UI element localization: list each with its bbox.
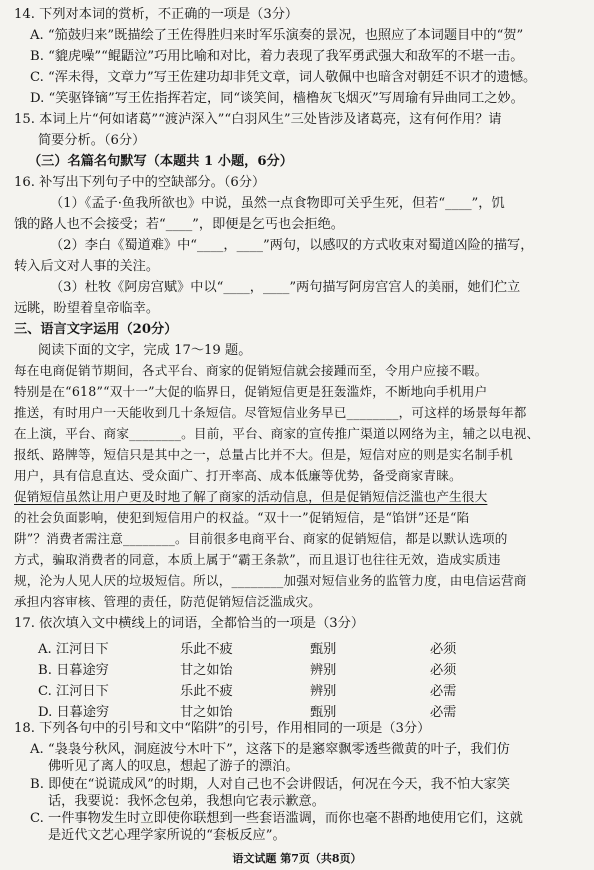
- q16-part2-line1: （2）李白《蜀道难》中“____，____”两句，以感叹的方式收束对蜀道凶险的描写，: [50, 238, 534, 253]
- q18-option-c-line2: 是近代文艺心理学家所说的“套板反应”。: [48, 828, 286, 843]
- passage-line: 报纸、路牌等，短信只是其中之一，总量占比并不大。但是，短信对应的则是实名制手机: [14, 447, 513, 462]
- passage-line-underlined: 促销短信虽然让用户更及时地了解了商家的活动信息，但是促销短信泛滥也产生很大: [14, 489, 488, 504]
- passage-line: 的社会负面影响，使犯到短信用户的权益。“双十一”促销短信，是“馅饼”还是“陷: [14, 510, 470, 525]
- q17-option-c-word2: 乐此不疲: [180, 684, 233, 699]
- passage-line: 阱”？消费者需注意________。目前很多电商平台、商家的促销短信，都是以默认选项的: [14, 531, 508, 546]
- section-3-heading: （三）名篇名句默写（本题共 1 小题，6分）: [28, 154, 293, 169]
- part-3-intro: 阅读下面的文字，完成 17～19 题。: [38, 343, 252, 358]
- q17-option-d-word3: 甄别: [310, 705, 337, 720]
- passage-line: 规，沦为人见人厌的垃圾短信。所以，________加强对短信业务的监管力度，由电信运营商: [14, 573, 527, 588]
- q18-option-b-line1: B. 即使在“说谎成风”的时期，人对自己也不会讲假话，何况在今天，我不怕大家笑: [30, 777, 510, 792]
- q18-option-c-line1: C. 一件事物发生时立即使你联想到一些套语滥调，而你也毫不斟酌地使用它们，这就: [30, 811, 523, 826]
- q18-option-a-line2: 佛听见了离人的叹息，想起了游子的漂泊。: [48, 759, 299, 774]
- q18-option-a-line1: A. “袅袅兮秋风，洞庭波兮木叶下”，这落下的是窸窣飘零透些微黄的叶子，我们仿: [30, 742, 510, 757]
- q17-option-a-word2: 乐此不疲: [180, 642, 233, 657]
- q17-options: [38, 638, 558, 722]
- q16-stem: 16. 补写出下列句子中的空缺部分。（6分）: [14, 175, 266, 190]
- q16-part3-line2: 远眺，盼望着皇帝临幸。: [14, 301, 160, 316]
- passage-line: 方式，骗取消费者的同意，本质上属于“霸王条款”，而且退订也往往无效，造成实质违: [14, 552, 501, 567]
- q16-part2-line2: 转入后文对人事的关注。: [14, 259, 160, 274]
- q17-option-c-word1: C. 江河日下: [38, 684, 109, 699]
- q18-stem: 18. 下列各句中的引号和文中“陷阱”的引号，作用相同的一项是（3分）: [14, 721, 431, 736]
- q17-option-b-word3: 辨别: [310, 663, 337, 678]
- passage-line: 推送，有时用户一天能收到几十条短信。尽管短信业务早已________，可这样的场景每年都: [14, 405, 527, 420]
- q14-option-a: A. “笳鼓归来”既描绘了王佐得胜归来时军乐演奏的景况，也照应了本词题目中的“贺”: [30, 28, 524, 43]
- q14-option-c: C. “浑未得，文章力”写王佐建功却非凭文章，词人敬佩中也暗含对朝廷不识才的遗憾。: [30, 70, 537, 85]
- q15-line-2: 简要分析。（6分）: [38, 133, 146, 148]
- q17-option-c-word3: 辨别: [310, 684, 337, 699]
- q18-option-b-line2: 话，我要说：我怀念包弟，我想向它表示歉意。: [48, 794, 325, 809]
- q17-option-c-word4: 必需: [430, 684, 457, 699]
- q17-option-a-word4: 必须: [430, 642, 457, 657]
- q17-option-d-word2: 甘之如饴: [180, 705, 233, 720]
- page-footer: 语文试题 第7页（共8页）: [232, 852, 362, 865]
- q17-option-b-word1: B. 日暮途穷: [38, 663, 109, 678]
- q15-line-1: 15. 本词上片“何如诸葛”“渡泸深入”“白羽风生”三处皆涉及诸葛亮，这有何作用？请: [14, 112, 502, 127]
- q17-option-d-word4: 必需: [430, 705, 457, 720]
- q17-option-a-word1: A. 江河日下: [38, 642, 109, 657]
- passage-line: 用户，具有信息直达、受众面广、打开率高、成本低廉等优势，备受商家青睐。: [14, 468, 462, 483]
- passage-line: 在上演，平台、商家________。目前，平台、商家的宣传推广渠道以网络为主，辅之以电视、: [14, 426, 540, 441]
- q17-option-d-word1: D. 日暮途穷: [38, 705, 110, 720]
- q14-option-b: B. “貔虎噪”“鲲鼯泣”巧用比喻和对比，着力表现了我军勇武强大和敌军的不堪一击。: [30, 49, 524, 64]
- passage-line: 特别是在“618”“双十一”大促的临界日，促销短信更是狂轰滥炸，不断地向手机用户: [14, 384, 488, 399]
- q16-part1-line1: （1）《孟子·鱼我所欲也》中说，虽然一点食物即可关乎生死，但若“____”，饥: [50, 196, 505, 211]
- q17-stem: 17. 依次填入文中横线上的词语，全都恰当的一项是（3分）: [14, 616, 365, 631]
- passage-line: 承担内容审核、管理的责任，防范促销短信泛滥成灾。: [14, 594, 322, 609]
- passage-line: 每在电商促销节期间，各式平台、商家的促销短信就会接踵而至，令用户应接不暇。: [14, 363, 488, 378]
- q14-option-d: D. “笑驱锋镝”写王佐指挥若定，同“谈笑间，樯橹灰飞烟灭”写周瑜有异曲同工之妙。: [30, 91, 524, 106]
- q17-option-b-word2: 甘之如饴: [180, 663, 233, 678]
- q14-stem: 14. 下列对本词的赏析，不正确的一项是（3分）: [14, 7, 299, 22]
- q17-option-a-word3: 甄别: [310, 642, 337, 657]
- q16-part3-line1: （3）杜牧《阿房宫赋》中以“____，____”两句描写阿房宫宫人的美丽，她们伫立: [50, 280, 521, 295]
- q17-option-b-word4: 必须: [430, 663, 457, 678]
- part-3-heading: 三、语言文字运用（20分）: [14, 322, 178, 337]
- q16-part1-line2: 饿的路人也不会接受；若“____”，即便是乞丐也会拒绝。: [14, 217, 344, 232]
